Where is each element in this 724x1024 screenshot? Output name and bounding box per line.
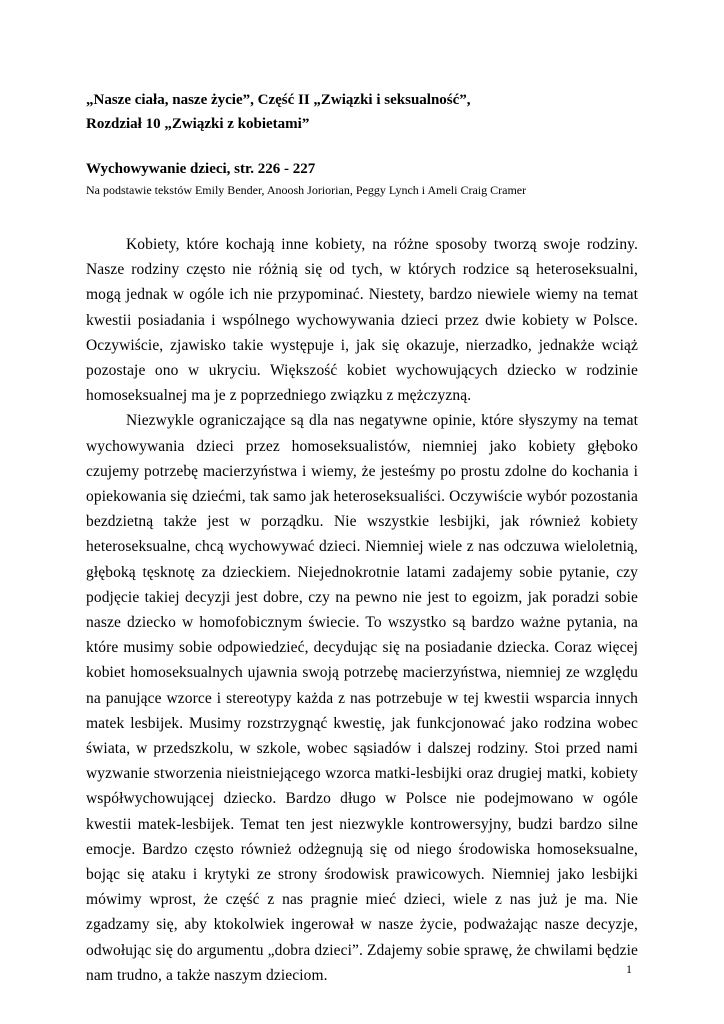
title-line-2: Rozdział 10 „Związki z kobietami” xyxy=(86,116,310,132)
title-line-1: „Nasze ciała, nasze życie”, Część II „Związki i seksualność”, xyxy=(86,92,471,108)
paragraph-2: Niezwykle ograniczające są dla nas negatywne opinie, które słyszymy na temat wychowywania dzieci przez homoseksualistów, niemniej jako kobiety głęboko czujemy potrzebę macierzyństwa i wiemy, że jesteśmy po prostu zdolne do kochania i opiekowania się dziećmi, tak samo jak heteroseksualiści. Oczywiście wybór pozostania bezdzietną także jest w porządku. Nie wszystkie lesbijki, jak również kobiety heteroseksualne, chcą wychowywać dzieci. Niemniej wiele z nas odczuwa wieloletnią, głęboką tęsknotę za dzieckiem. Niejednokrotnie latami zadajemy sobie pytanie, czy podjęcie takiej decyzji jest dobre, czy na pewno nie jest to egoizm, jak poradzi sobie nasze dziecko w homofobicznym świecie. To wszystko są bardzo ważne pytania, na które musimy sobie odpowiedzieć, decydując się na posiadanie dziecka. Coraz więcej kobiet homoseksualnych ujawnia swoją potrzebę macierzyństwa, niemniej ze względu na panujące wzorce i stereotypy każda z nas potrzebuje w tej kwestii wsparcia innych matek lesbijek. Musimy rozstrzygnąć kwestię, jak funkcjonować jako rodzina wobec świata, w przedszkolu, w szkole, wobec sąsiadów i dalszej rodziny. Stoi przed nami wyzwanie stworzenia nieistniejącego wzorca matki-lesbijki oraz drugiej matki, kobiety współwychowującej dziecko. Bardzo długo w Polsce nie podejmowano w ogóle kwestii matek-lesbijek. Temat ten jest niezwykle kontrowersyjny, budzi bardzo silne emocje. Bardzo często również odżegnują się od niego środowiska homoseksualne, bojąc się ataku i krytyki ze strony środowisk prawicowych. Niemniej jako lesbijki mówimy wprost, że część z nas pragnie mieć dzieci, wiele z nas już je ma. Nie zgadzamy się, aby ktokolwiek ingerował w nasze życie, podważając nasze decyzje, odwołując się do argumentu „dobra dzieci”. Zdajemy sobie sprawę, że chwilami będzie nam trudno, a także naszym dzieciom. xyxy=(86,412,638,984)
page-content xyxy=(86,88,638,988)
paragraph-1: Kobiety, które kochają inne kobiety, na różne sposoby tworzą swoje rodziny. Nasze rodziny często nie różnią się od tych, w których rodzice są heteroseksualni, mogą jednak w ogóle ich nie przypominać. Niestety, bardzo niewiele wiemy na temat kwestii posiadania i wspólnego wychowywania dzieci przez dwie kobiety w Polsce. Oczywiście, zjawisko takie występuje i, jak się okazuje, nierzadko, jednakże wciąż pozostaje ono w ukryciu. Większość kobiet wychowujących dziecko w rodzinie homoseksualnej ma je z poprzedniego związku z mężczyzną. xyxy=(86,236,638,405)
section-heading: Wychowywanie dzieci, str. 226 - 227 xyxy=(86,161,316,177)
page-number: 1 xyxy=(626,962,632,976)
body-text xyxy=(86,232,638,988)
source-note: Na podstawie tekstów Emily Bender, Anoosh Joriorian, Peggy Lynch i Ameli Craig Cramer xyxy=(86,183,527,197)
